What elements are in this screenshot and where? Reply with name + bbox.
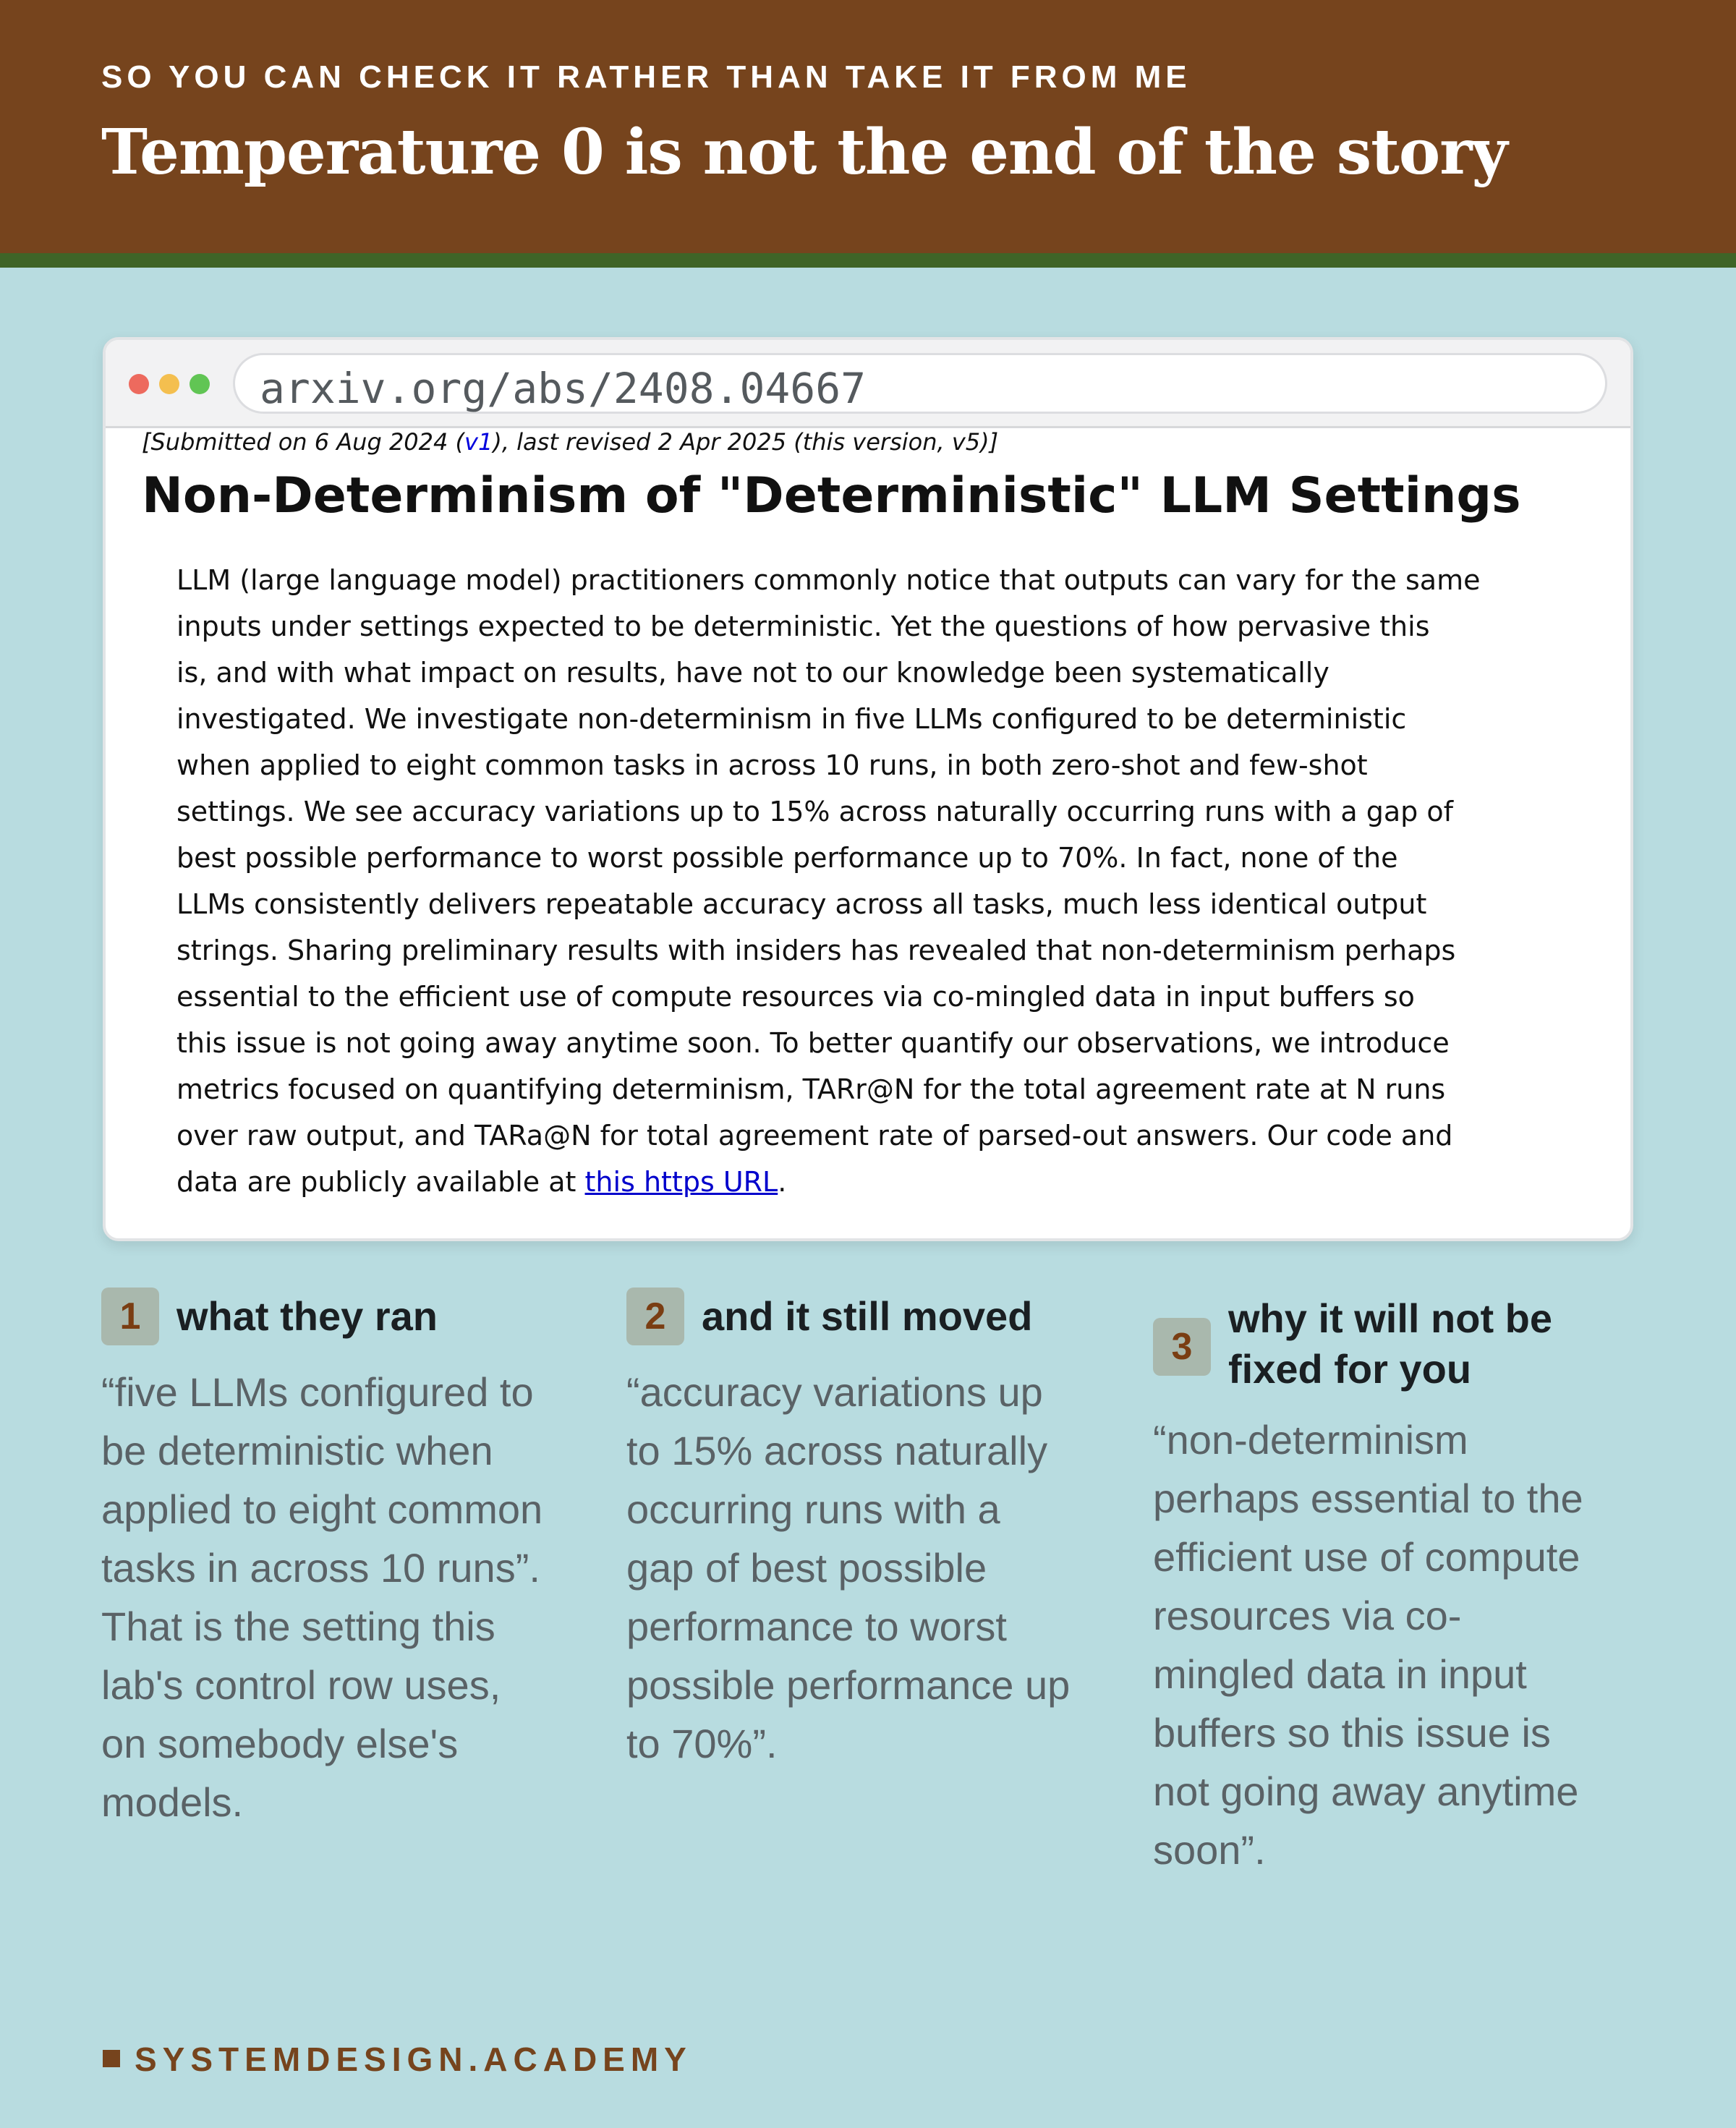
code-data-link[interactable]: this https URL bbox=[584, 1166, 778, 1198]
column-quote bbox=[1153, 1410, 1645, 1879]
quote-line: “five LLMs configured to bbox=[101, 1369, 534, 1415]
quote-line: to 15% across naturally bbox=[626, 1428, 1048, 1473]
quote-line: That is the setting this bbox=[101, 1604, 495, 1649]
footer-brand: SYSTEMDESIGN.ACADEMY bbox=[135, 2040, 692, 2078]
quote-line: not going away anytime bbox=[1153, 1769, 1579, 1814]
quote-line: tasks in across 10 runs”. bbox=[101, 1545, 540, 1591]
abstract bbox=[176, 557, 1594, 1205]
column-title-line: fixed for you bbox=[1228, 1346, 1472, 1392]
abstract-line: inputs under settings expected to be deterministic. Yet the questions of how pervasive this bbox=[176, 610, 1430, 642]
column-title: what they ran bbox=[176, 1293, 438, 1339]
browser-window bbox=[103, 337, 1633, 1241]
quote-line: performance to worst bbox=[626, 1604, 1007, 1649]
abstract-line: metrics focused on quantifying determinism, TARr@N for the total agreement rate at N runs bbox=[176, 1073, 1446, 1105]
address-bar-url: arxiv.org/abs/2408.04667 bbox=[260, 364, 867, 413]
quote-line: soon”. bbox=[1153, 1827, 1266, 1873]
quote-line: on somebody else's bbox=[101, 1721, 459, 1766]
header-stripe bbox=[0, 253, 1736, 268]
headline: Temperature 0 is not the end of the story bbox=[101, 116, 1507, 189]
abstract-line: settings. We see accuracy variations up to 15% across naturally occurring runs with a gap of bbox=[176, 796, 1453, 827]
abstract-line: LLM (large language model) practitioners commonly notice that outputs can vary for the same bbox=[176, 564, 1481, 596]
quote-line: mingled data in input bbox=[1153, 1651, 1527, 1697]
abstract-line: strings. Sharing preliminary results with insiders has revealed that non-determinism perhaps bbox=[176, 935, 1456, 966]
quote-line: efficient use of compute bbox=[1153, 1534, 1580, 1580]
quote-line: possible performance up bbox=[626, 1662, 1071, 1708]
step-number-badge: 1 bbox=[101, 1288, 159, 1345]
quote-line: perhaps essential to the bbox=[1153, 1476, 1583, 1521]
quote-line: be deterministic when bbox=[101, 1428, 493, 1473]
abstract-last-suffix: . bbox=[778, 1166, 787, 1198]
submission-info bbox=[142, 428, 1588, 456]
abstract-line-last bbox=[176, 1159, 1594, 1205]
quote-line: gap of best possible bbox=[626, 1545, 987, 1591]
column-quote bbox=[626, 1363, 1118, 1773]
column-title bbox=[1228, 1293, 1648, 1395]
quote-line: buffers so this issue is bbox=[1153, 1710, 1551, 1755]
abstract-line: best possible performance to worst possible performance up to 70%. In fact, none of the bbox=[176, 842, 1398, 874]
abstract-last-prefix: data are publicly available at bbox=[176, 1166, 585, 1198]
address-bar[interactable] bbox=[233, 353, 1607, 414]
column-quote bbox=[101, 1363, 593, 1831]
quote-line: resources via co- bbox=[1153, 1593, 1462, 1638]
quote-line: models. bbox=[101, 1779, 244, 1825]
quote-line: to 70%”. bbox=[626, 1721, 778, 1766]
close-window-icon[interactable] bbox=[129, 374, 149, 394]
abstract-line: when applied to eight common tasks in across 10 runs, in both zero-shot and few-shot bbox=[176, 749, 1368, 781]
abstract-line: essential to the efficient use of compute resources via co-mingled data in input buffers so bbox=[176, 981, 1415, 1013]
version-v1-link[interactable]: v1 bbox=[464, 428, 493, 456]
abstract-line: this issue is not going away anytime soon. To better quantify our observations, we introduce bbox=[176, 1027, 1450, 1059]
brand-square-icon bbox=[103, 2050, 120, 2067]
submission-prefix: [Submitted on 6 Aug 2024 ( bbox=[142, 428, 465, 456]
abstract-line: over raw output, and TARa@N for total agreement rate of parsed-out answers. Our code and bbox=[176, 1120, 1453, 1152]
quote-line: applied to eight common bbox=[101, 1486, 543, 1532]
quote-line: lab's control row uses, bbox=[101, 1662, 501, 1708]
submission-suffix: ), last revised 2 Apr 2025 (this version, v5)] bbox=[493, 428, 999, 456]
quote-line: “accuracy variations up bbox=[626, 1369, 1043, 1415]
abstract-line: is, and with what impact on results, have not to our knowledge been systematically bbox=[176, 657, 1329, 689]
abstract-line: LLMs consistently delivers repeatable accuracy across all tasks, much less identical output bbox=[176, 888, 1427, 920]
eyebrow-text: SO YOU CAN CHECK IT RATHER THAN TAKE IT FROM ME bbox=[101, 59, 1191, 95]
column-title: and it still moved bbox=[702, 1293, 1033, 1339]
quote-line: occurring runs with a bbox=[626, 1486, 1000, 1532]
minimize-window-icon[interactable] bbox=[159, 374, 179, 394]
abstract-line: investigated. We investigate non-determinism in five LLMs configured to be deterministic bbox=[176, 703, 1407, 735]
paper-title: Non-Determinism of "Deterministic" LLM Settings bbox=[142, 467, 1521, 524]
maximize-window-icon[interactable] bbox=[190, 374, 210, 394]
step-number-badge: 3 bbox=[1153, 1318, 1211, 1376]
quote-line: “non-determinism bbox=[1153, 1417, 1468, 1463]
step-number-badge: 2 bbox=[626, 1288, 684, 1345]
column-title-line: why it will not be bbox=[1228, 1295, 1552, 1341]
browser-toolbar bbox=[106, 340, 1630, 428]
